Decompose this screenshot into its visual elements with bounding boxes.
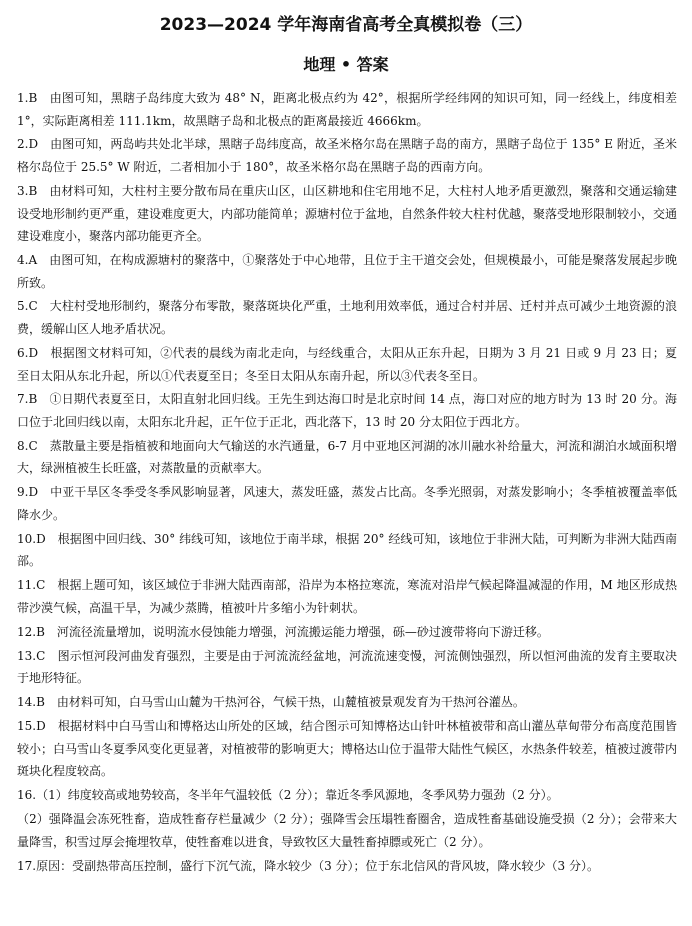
answer-item-15: 15.D 根据材料中白马雪山和博格达山所处的区域，结合图示可知博格达山针叶林植被带和高山灌丛草甸带分布高度范围皆较小；白马雪山冬夏季风变化更显著，对植被带的影响更大；博格达山位于温带大陆性气候区，水热条件较差，植被过渡带内斑块化程度较高。	[17, 719, 678, 779]
answer-item-2: 2.D 由图可知，两岛屿共处北半球，黑瞎子岛纬度高，故圣米格尔岛在黑瞎子岛的南方，黑瞎子岛位于 135° E 附近，圣米格尔岛位于 25.5° W 附近，二者相加小于 180°，故圣米格尔岛在黑瞎子岛的西南方向。	[17, 137, 677, 175]
document-subtitle: 地理 • 答案	[303, 55, 389, 74]
answer-item-13: 13.C 图示恒河段河曲发育强烈，主要是由于河流流经盆地，河流流速变慢，河流侧蚀强烈，所以恒河曲流的发育主要取决于地形特征。	[17, 648, 677, 686]
answer-item-8: 8.C 蒸散量主要是指植被和地面向大气输送的水汽通量，6-7 月中亚地区河湖的冰川融水补给量大，河流和湖泊水域面积增大，绿洲植被生长旺盛，对蒸散量的贡献率大。	[17, 438, 677, 476]
document-title: 2023—2024 学年海南省高考全真模拟卷（三）	[159, 15, 533, 35]
answer-item-1: 1.B 由图可知，黑瞎子岛纬度大致为 48° N，距离北极点约为 42°，根据所学经纬网的知识可知，同一经线上，纬度相差 1°，实际距离相差 111.1km，故黑瞎子岛和北极点的距离最接近 4666km。	[17, 91, 677, 128]
answer-item-14: 14.B 由材料可知，白马雪山山麓为干热河谷，气候干热，山麓植被景观发育为干热河谷灌丛。	[17, 695, 525, 710]
answer-list	[17, 87, 677, 879]
answer-item-7: 7.B ①日期代表夏至日，太阳直射北回归线。王先生到达海口时是北京时间 14 点，海口对应的地方时为 13 时 20 分。海口位于北回归线以南，太阳东北升起，正午位于正北，西北落下，13 时 20 分太阳位于西北方。	[17, 392, 677, 429]
answer-item-5: 5.C 大柱村受地形制约，聚落分布零散，聚落斑块化严重，土地利用效率低，通过合村并居、迁村并点可减少土地资源的浪费，缓解山区人地矛盾状况。	[17, 299, 677, 337]
answer-item-16-part-2: （2）强降温会冻死牲畜，造成牲畜存栏量减少（2 分）；强降雪会压塌牲畜圈舍，造成牲畜基础设施受损（2 分）；会带来大量降雪，积雪过厚会掩埋牧草，使牲畜难以进食，导致牧区大量牲畜掉膘或死亡（2 分）。	[17, 812, 677, 849]
answer-item-4: 4.A 由图可知，在构成源塘村的聚落中，①聚落处于中心地带，且位于主干道交会处，但规模最小，可能是聚落发展起步晚所致。	[17, 253, 677, 290]
answer-item-16-part-1: 16.（1）纬度较高或地势较高，冬半年气温较低（2 分）；靠近冬季风源地，冬季风势力强劲（2 分）。	[17, 788, 559, 803]
answer-item-3: 3.B 由材料可知，大柱村主要分散布局在重庆山区，山区耕地和住宅用地不足，大柱村人地矛盾更激烈，聚落和交通运输建设受地形制约更严重，建设难度更大，内部功能简单；源塘村位于盆地，自然条件较大柱村优越，聚落受地形限制较小，交通建设难度小，聚落内部功能更齐全。	[17, 183, 678, 244]
answer-item-9: 9.D 中亚干旱区冬季受冬季风影响显著，风速大，蒸发旺盛，蒸发占比高。冬季光照弱，对蒸发影响小；冬季植被覆盖率低降水少。	[17, 485, 677, 522]
answer-item-17: 17.原因：受副热带高压控制，盛行下沉气流，降水较少（3 分）；位于东北信风的背风坡，降水较少（3 分）。	[17, 858, 599, 873]
answer-item-6: 6.D 根据图文材料可知，②代表的晨线为南北走向，与经线重合，太阳从正东升起，日期为 3 月 21 日或 9 月 23 日；夏至日太阳从东北升起，所以①代表夏至日；冬至日太阳从东南升起，所以③代表冬至日。	[17, 345, 677, 383]
answer-item-10: 10.D 根据图中回归线、30° 纬线可知，该地位于南半球，根据 20° 经线可知，该地位于非洲大陆，可判断为非洲大陆西南部。	[17, 531, 677, 569]
answer-item-11: 11.C 根据上题可知，该区域位于非洲大陆西南部，沿岸为本格拉寒流，寒流对沿岸气候起降温减湿的作用，M 地区形成热带沙漠气候，高温干旱，为减少蒸腾，植被叶片多缩小为针刺状。	[17, 578, 677, 615]
answer-item-12: 12.B 河流径流量增加，说明流水侵蚀能力增强，河流搬运能力增强，砾—砂过渡带将向下游迁移。	[17, 624, 549, 639]
